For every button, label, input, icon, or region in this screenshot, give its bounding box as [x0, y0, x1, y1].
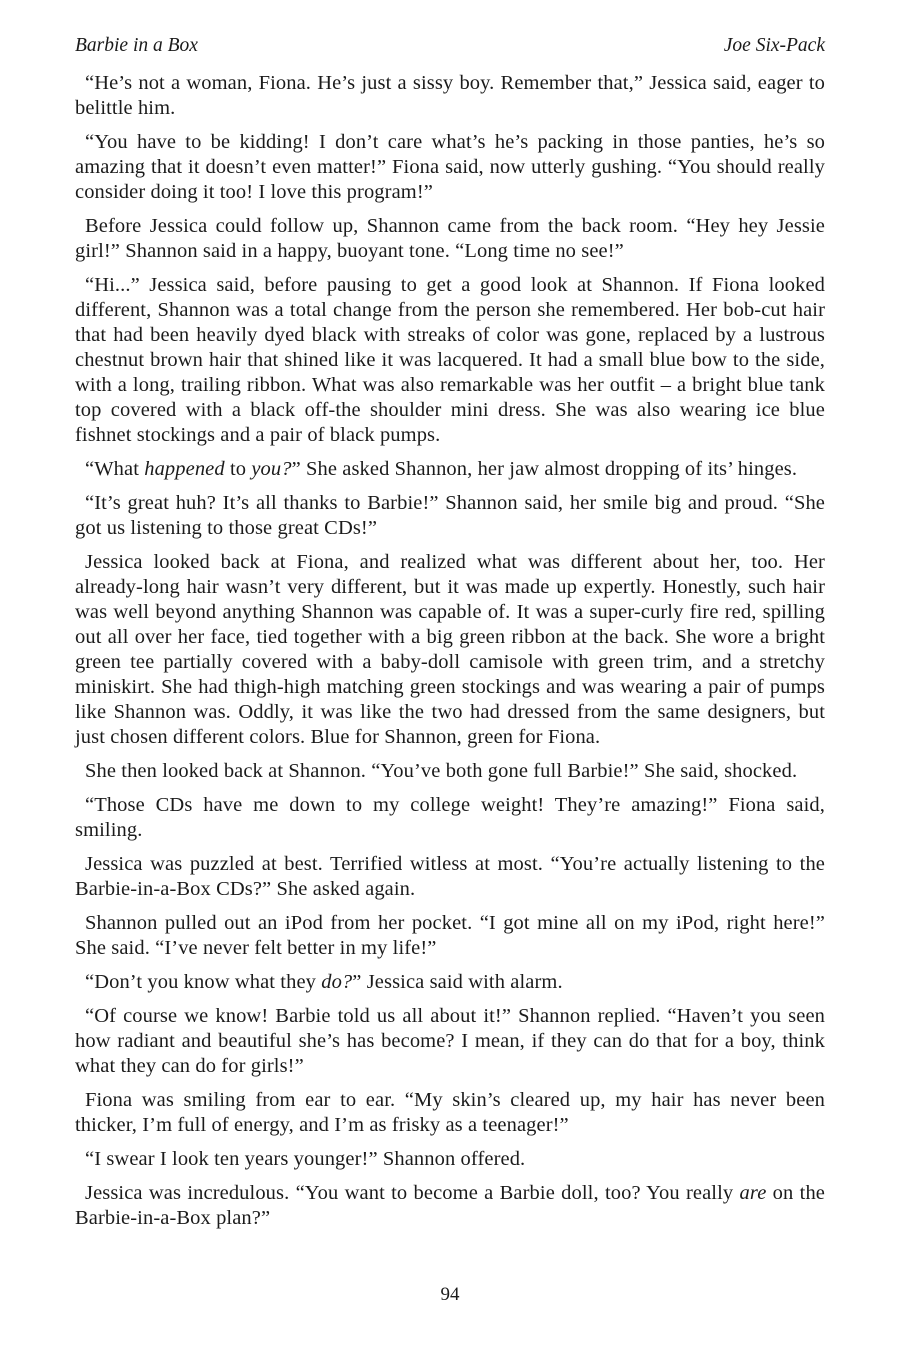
paragraph: Fiona was smiling from ear to ear. “My skin’s cleared up, my hair has never been thicker, I’m full of energy, and I’m as frisky as a teenager!”: [75, 1089, 825, 1136]
paragraph: “Those CDs have me down to my college weight! They’re amazing!” Fiona said, smiling.: [75, 794, 825, 841]
paragraph: “I swear I look ten years younger!” Shannon offered.: [85, 1148, 526, 1170]
paragraph: “Of course we know! Barbie told us all about it!” Shannon replied. “Haven’t you seen how radiant and beautiful she’s has become? I mean, if they can do that for a boy, think what they can do for girls!”: [75, 1005, 825, 1077]
page-footer: [0, 1284, 900, 1306]
paragraph: “It’s great huh? It’s all thanks to Barbie!” Shannon said, her smile big and proud. “She got us listening to those great CDs!”: [75, 492, 825, 539]
paragraph: “What happened to you?” She asked Shannon, her jaw almost dropping of its’ hinges.: [85, 458, 798, 480]
page-body: [75, 71, 825, 1231]
paragraph: She then looked back at Shannon. “You’ve both gone full Barbie!” She said, shocked.: [85, 760, 798, 782]
paragraph: Jessica was puzzled at best. Terrified witless at most. “You’re actually listening to the Barbie-in-a-Box CDs?” She asked again.: [75, 853, 825, 900]
paragraph: “Don’t you know what they do?” Jessica said with alarm.: [85, 971, 563, 993]
paragraph: Jessica looked back at Fiona, and realized what was different about her, too. Her already-long hair wasn’t very different, but it was made up expertly. Honestly, such hair was well beyond anything Shannon was capable of. It was a super-curly fire red, spilling out all over her face, tied together with a big green ribbon at the back. She wore a bright green tee partially covered with a baby-doll camisole with green trim, and a stretchy miniskirt. She had thigh-high matching green stockings and was wearing a pair of pumps like Shannon was. Oddly, it was like the two had dressed from the same designers, but just chosen different colors. Blue for Shannon, green for Fiona.: [75, 551, 825, 748]
paragraph: Shannon pulled out an iPod from her pocket. “I got mine all on my iPod, right here!” She said. “I’ve never felt better in my life!”: [75, 912, 825, 959]
paragraph: “You have to be kidding! I don’t care what’s he’s packing in those panties, he’s so amazing that it doesn’t even matter!” Fiona said, now utterly gushing. “You should really consider doing it too! I love this program!”: [75, 131, 825, 203]
header-title: Barbie in a Box: [75, 35, 198, 56]
paragraph: Before Jessica could follow up, Shannon came from the back room. “Hey hey Jessie girl!” Shannon said in a happy, buoyant tone. “Long time no see!”: [75, 215, 825, 262]
running-header: [75, 34, 825, 58]
paragraph: “He’s not a woman, Fiona. He’s just a sissy boy. Remember that,” Jessica said, eager to belittle him.: [75, 72, 825, 119]
paragraph: Jessica was incredulous. “You want to become a Barbie doll, too? You really are on the Barbie-in-a-Box plan?”: [75, 1182, 825, 1229]
paragraph: “Hi...” Jessica said, before pausing to get a good look at Shannon. If Fiona looked different, Shannon was a total change from the person she remembered. Her bob-cut hair that had been heavily dyed black with streaks of color was gone, replaced by a lustrous chestnut brown hair that shined like it was lacquered. It had a small blue bow to the side, with a long, trailing ribbon. What was also remarkable was her outfit – a bright blue tank top covered with a black off-the shoulder mini dress. She was also wearing ice blue fishnet stockings and a pair of black pumps.: [75, 274, 825, 446]
page-number: 94: [440, 1284, 460, 1305]
header-author: Joe Six-Pack: [723, 35, 825, 56]
